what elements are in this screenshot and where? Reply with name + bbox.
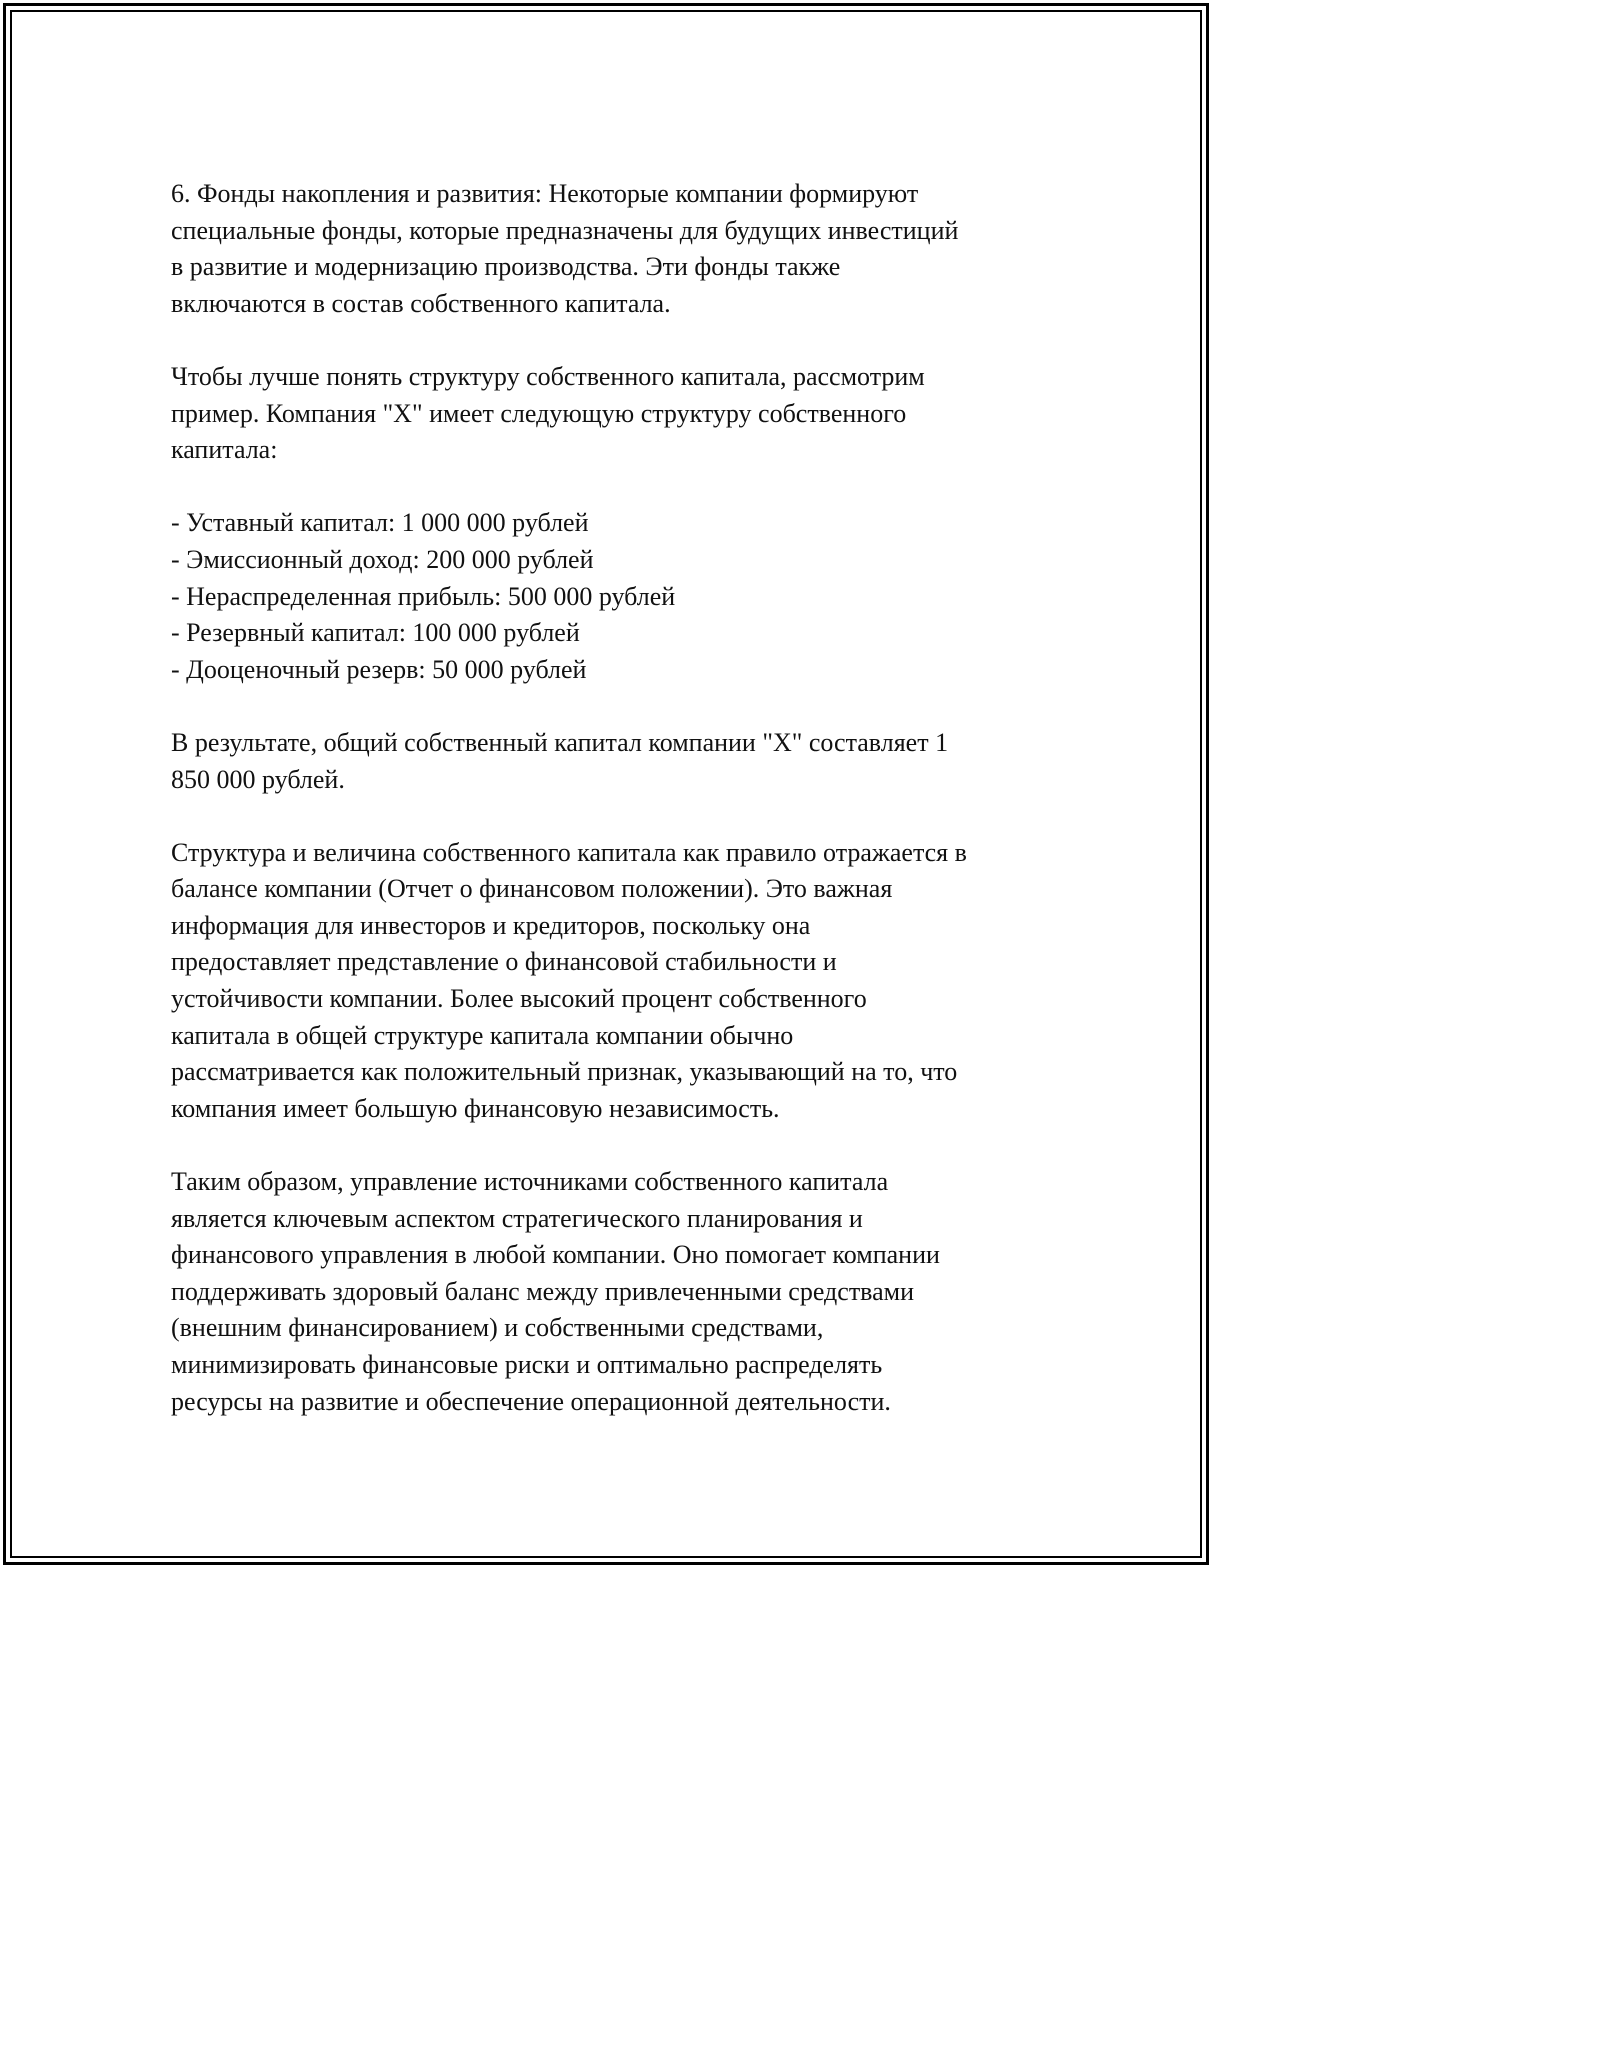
capital-structure-list — [171, 505, 1041, 688]
list-item: - Дооценочный резерв: 50 000 рублей — [171, 654, 587, 684]
paragraph-example-intro: Чтобы лучше понять структуру собственного капитала, рассмотрим пример. Компания "X" имеет следующую структуру собственного капитала: — [171, 361, 925, 465]
paragraph-funds: 6. Фонды накопления и развития: Некоторые компании формируют специальные фонды, которые предназначены для будущих инвестиций в развитие и модернизацию производства. Эти фонды также включаются в состав собственного капитала. — [171, 179, 959, 318]
paragraph-balance: Структура и величина собственного капитала как правило отражается в балансе компании (Отчет о финансовом положении). Это важная информация для инвесторов и кредиторов, поскольку она предоставляет представление о финансовой стабильности и устойчивости компании. Более высокий процент собственного капитала в общей структуре капитала компании обычно рассматривается как положительный признак, указывающий на то, что компания имеет большую финансовую независимость. — [171, 837, 967, 1123]
list-item: - Эмиссионный доход: 200 000 рублей — [171, 544, 594, 574]
list-item: - Нераспределенная прибыль: 500 000 рублей — [171, 581, 676, 611]
paragraph-total: В результате, общий собственный капитал компании "X" составляет 1 850 000 рублей. — [171, 727, 949, 794]
paragraph-conclusion: Таким образом, управление источниками собственного капитала является ключевым аспектом стратегического планирования и финансового управления в любой компании. Оно помогает компании поддерживать здоровый баланс между привлеченными средствами (внешним финансированием) и собственными средствами, минимизировать финансовые риски и оптимально распределять ресурсы на развитие и обеспечение операционной деятельности. — [171, 1167, 940, 1416]
list-item: - Уставный капитал: 1 000 000 рублей — [171, 508, 589, 538]
list-item: - Резервный капитал: 100 000 рублей — [171, 618, 580, 648]
document-body — [171, 176, 1041, 1457]
